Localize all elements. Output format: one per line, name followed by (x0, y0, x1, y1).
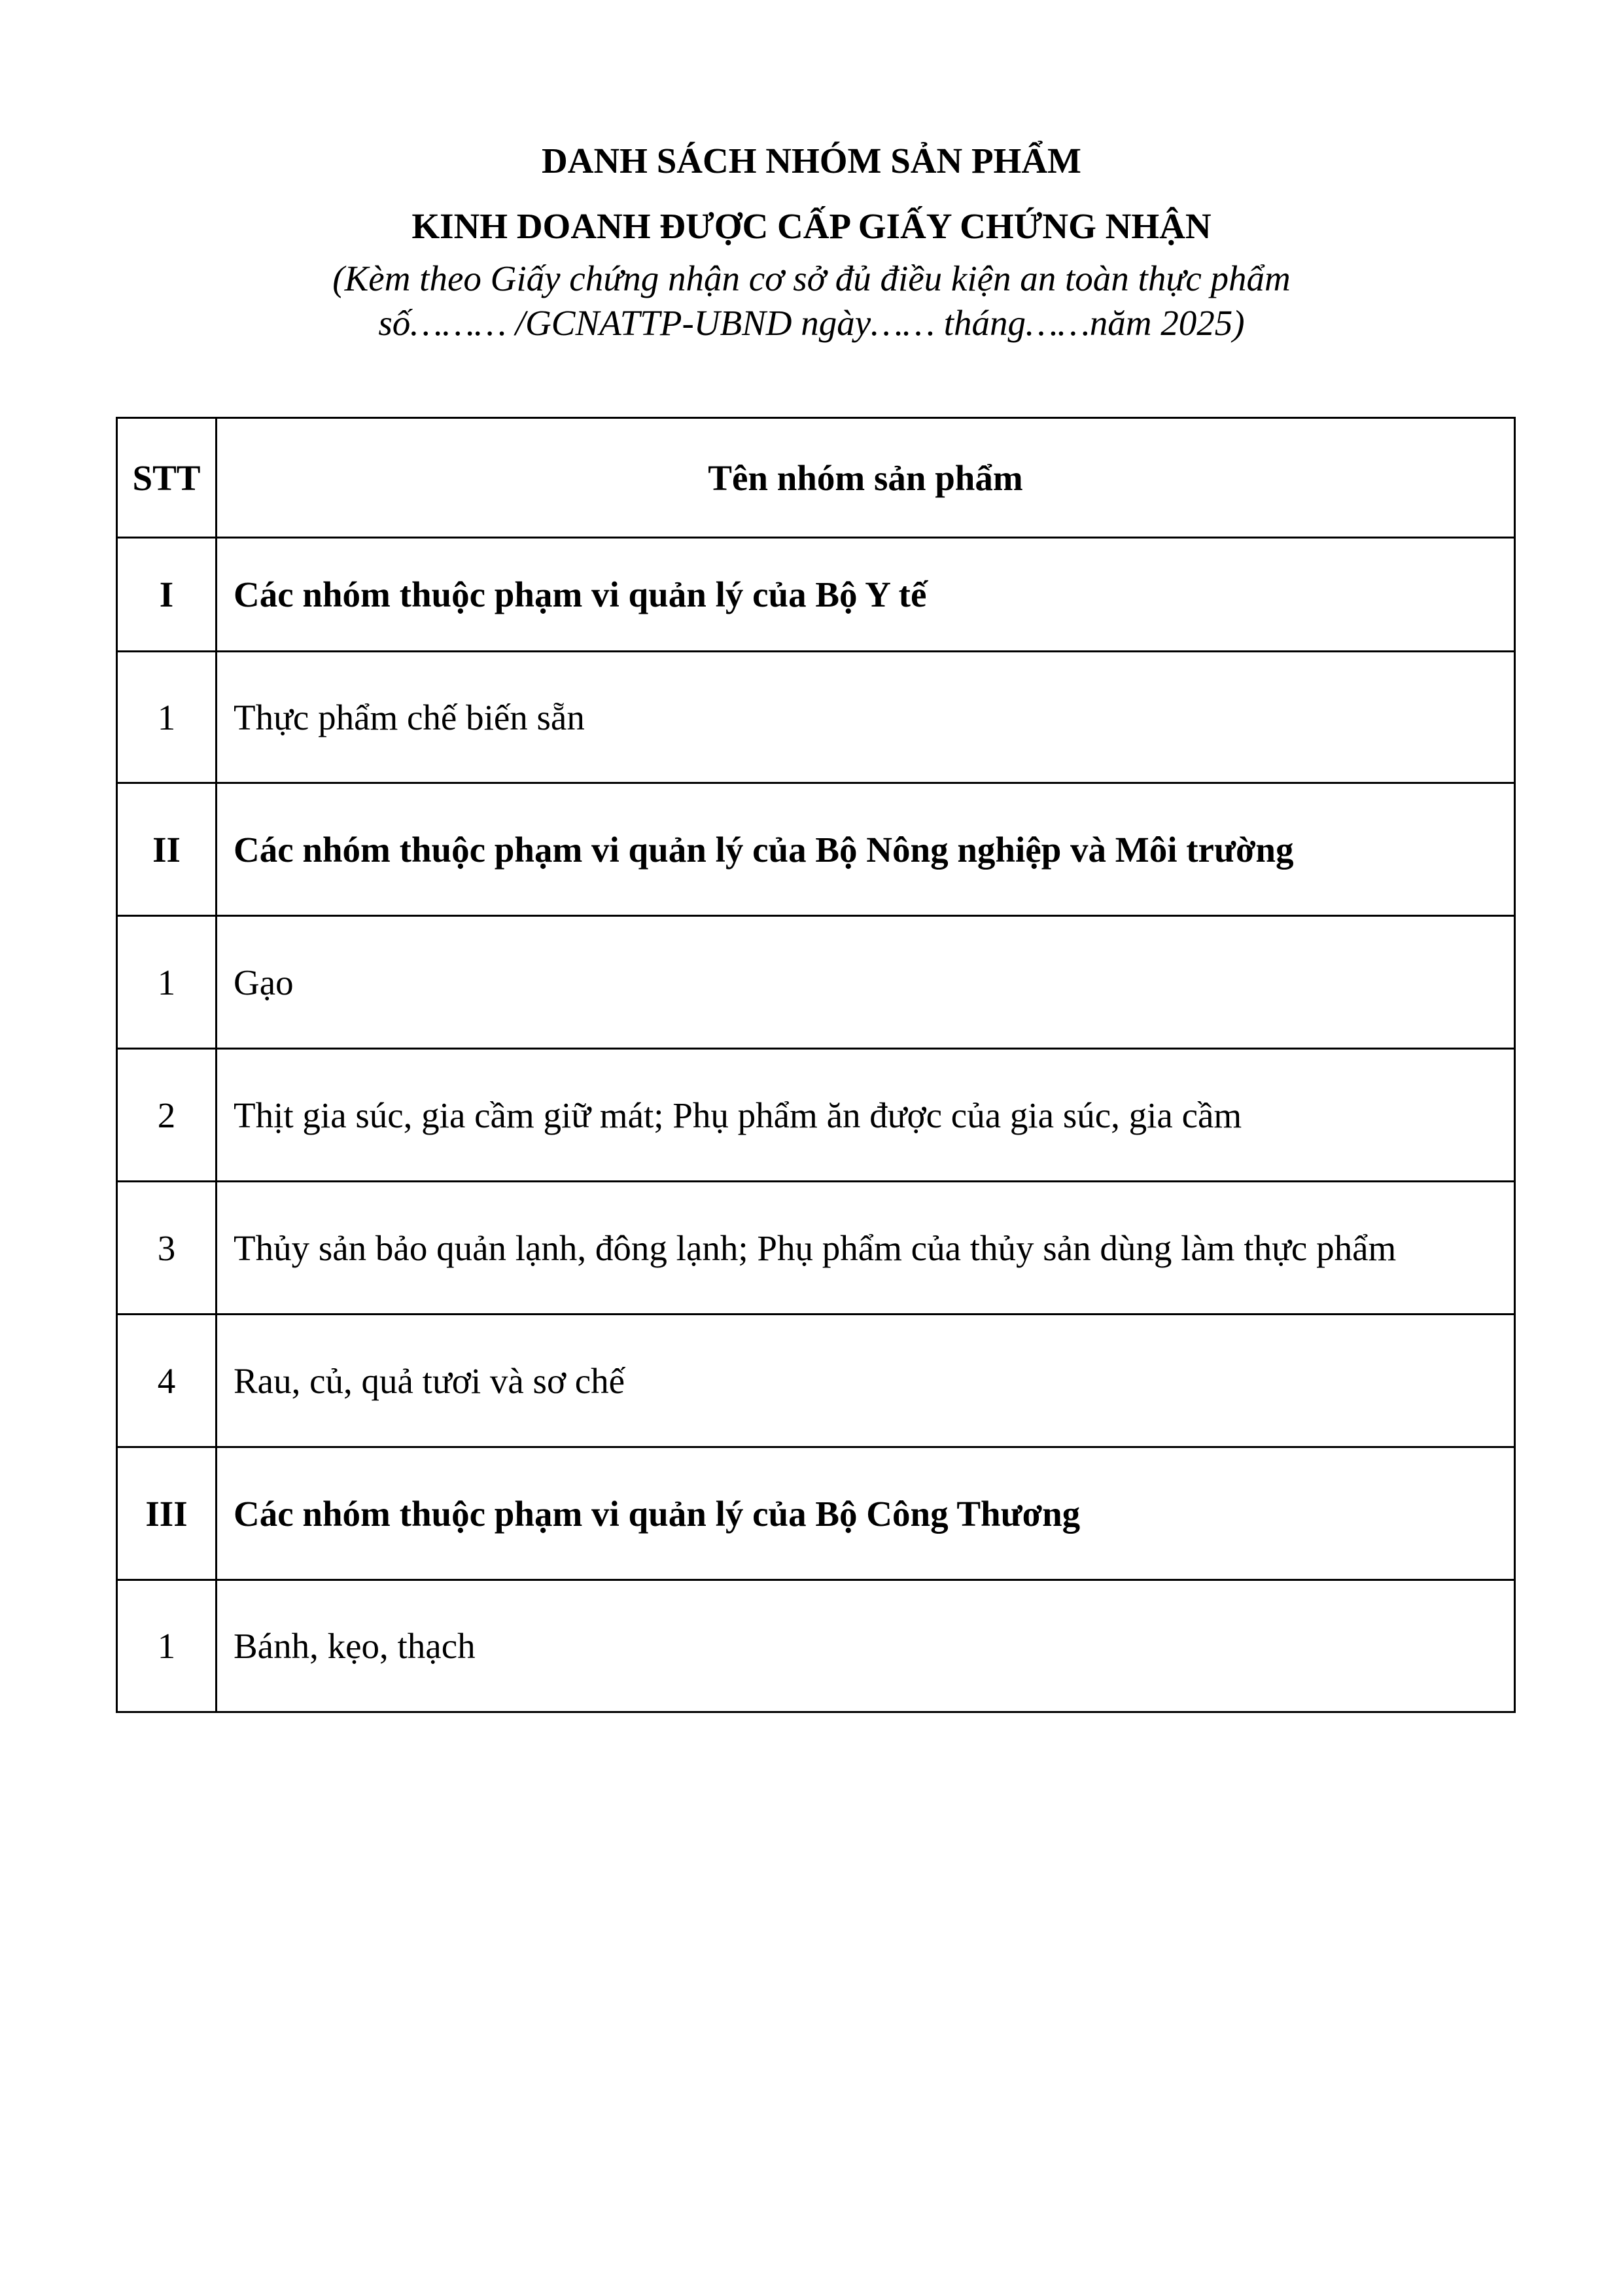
document-header (0, 128, 1623, 345)
row-name: Gạo (217, 916, 1515, 1049)
row-name: Các nhóm thuộc phạm vi quản lý của Bộ Nông nghiệp và Môi trường (217, 783, 1515, 916)
table-row (117, 652, 1515, 783)
row-stt: 1 (117, 652, 217, 783)
table-section-row (117, 538, 1515, 652)
row-stt: 3 (117, 1182, 217, 1315)
column-header-stt: STT (117, 418, 217, 538)
row-name: Bánh, kẹo, thạch (217, 1580, 1515, 1712)
table-section-row (117, 783, 1515, 916)
row-name: Các nhóm thuộc phạm vi quản lý của Bộ Y tế (217, 538, 1515, 652)
table-row (117, 1182, 1515, 1315)
product-group-table (116, 417, 1516, 1713)
row-stt: 4 (117, 1315, 217, 1447)
row-name: Thủy sản bảo quản lạnh, đông lạnh; Phụ phẩm của thủy sản dùng làm thực phẩm (217, 1182, 1515, 1315)
document-subtitle-line-1: (Kèm theo Giấy chứng nhận cơ sở đủ điều kiện an toàn thực phẩm (332, 258, 1291, 298)
column-header-name: Tên nhóm sản phẩm (217, 418, 1515, 538)
table-row (117, 1049, 1515, 1182)
row-stt: II (117, 783, 217, 916)
document-title-line-2: KINH DOANH ĐƯỢC CẤP GIẤY CHỨNG NHẬN (411, 206, 1212, 246)
row-stt: 1 (117, 1580, 217, 1712)
table-row (117, 916, 1515, 1049)
row-name: Các nhóm thuộc phạm vi quản lý của Bộ Công Thương (217, 1447, 1515, 1580)
row-stt: I (117, 538, 217, 652)
row-name: Thịt gia súc, gia cầm giữ mát; Phụ phẩm ăn được của gia súc, gia cầm (217, 1049, 1515, 1182)
row-name: Thực phẩm chế biến sẵn (217, 652, 1515, 783)
table-header-row (117, 418, 1515, 538)
document-subtitle-line-2: số……… /GCNATTP-UBND ngày…… tháng……năm 2025) (378, 303, 1245, 343)
table-section-row (117, 1447, 1515, 1580)
row-name: Rau, củ, quả tươi và sơ chế (217, 1315, 1515, 1447)
row-stt: 2 (117, 1049, 217, 1182)
document-title-line-1: DANH SÁCH NHÓM SẢN PHẨM (542, 141, 1081, 181)
table-row (117, 1580, 1515, 1712)
row-stt: III (117, 1447, 217, 1580)
table-row (117, 1315, 1515, 1447)
row-stt: 1 (117, 916, 217, 1049)
